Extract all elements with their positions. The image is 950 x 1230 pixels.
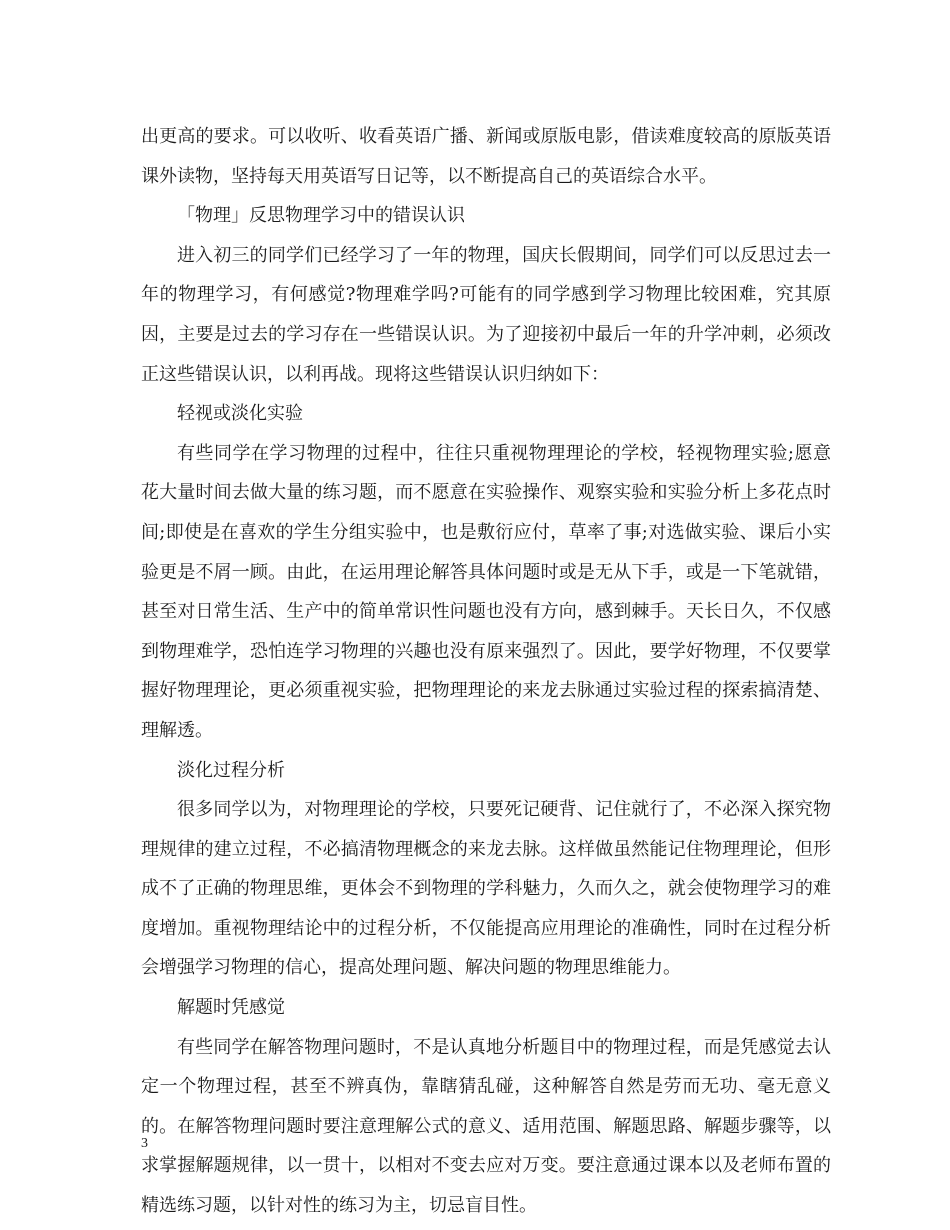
paragraph-experiments: 有些同学在学习物理的过程中，往往只重视物理理论的学校，轻视物理实验;愿意花大量时间去做大量的练习题，而不愿意在实验操作、观察实验和实验分析上多花点时间;即使是在喜欢的学生分组实验中，也是敷衍应付，草率了事;对选做实验、课后小实验更是不屑一顾。由此，在运用理论解答具体问题时或是无从下手，或是一下笔就错，甚至对日常生活、生产中的简单常识性问题也没有方向，感到棘手。天长日久，不仅感到物理难学，恐怕连学习物理的兴趣也没有原来强烈了。因此，要学好物理，不仅要掌握好物理理论，更必须重视实验，把物理理论的来龙去脉通过实验过程的探索搞清楚、理解透。 [141,442,831,741]
section-title-physics: 「物理」反思物理学习中的错误认识 [177,205,465,227]
paragraph-process-analysis: 很多同学以为，对物理理论的学校，只要死记硬背、记住就行了，不必深入探究物理规律的建立过程，不必搞清物理概念的来龙去脉。这样做虽然能记住物理理论，但形成不了正确的物理思维，更体会不到物理的学科魅力，久而久之，就会使物理学习的难度增加。重视物理结论中的过程分析，不仅能提高应用理论的准确性，同时在过程分析会增强学习物理的信心，提高处理问题、解决问题的物理思维能力。 [141,799,831,979]
document-body [141,117,831,1226]
subheading-problem-solving: 解题时凭感觉 [177,997,285,1019]
paragraph-problem-solving: 有些同学在解答物理问题时，不是认真地分析题目中的物理过程，而是凭感觉去认定一个物理过程，甚至不辨真伪，靠瞎猜乱碰，这种解答自然是劳而无功、毫无意义的。在解答物理问题时要注意理解公式的意义、适用范围、解题思路、解题步骤等，以求掌握解题规律，以一贯十，以相对不变去应对万变。要注意通过课本以及老师布置的精选练习题，以针对性的练习为主，切忌盲目性。 [141,1036,831,1217]
subheading-process-analysis: 淡化过程分析 [177,759,285,781]
paragraph-english-tips-continued: 出更高的要求。可以收听、收看英语广播、新闻或原版电影，借读难度较高的原版英语课外读物，坚持每天用英语写日记等，以不断提高自己的英语综合水平。 [141,126,831,187]
page-number: 3 [141,1136,148,1151]
subheading-experiments: 轻视或淡化实验 [177,403,303,425]
paragraph-physics-intro: 进入初三的同学们已经学习了一年的物理，国庆长假期间，同学们可以反思过去一年的物理学习，有何感觉?物理难学吗?可能有的同学感到学习物理比较困难，究其原因，主要是过去的学习存在一些错误认识。为了迎接初中最后一年的升学冲刺，必须改正这些错误认识，以利再战。现将这些错误认识归纳如下： [141,244,831,385]
